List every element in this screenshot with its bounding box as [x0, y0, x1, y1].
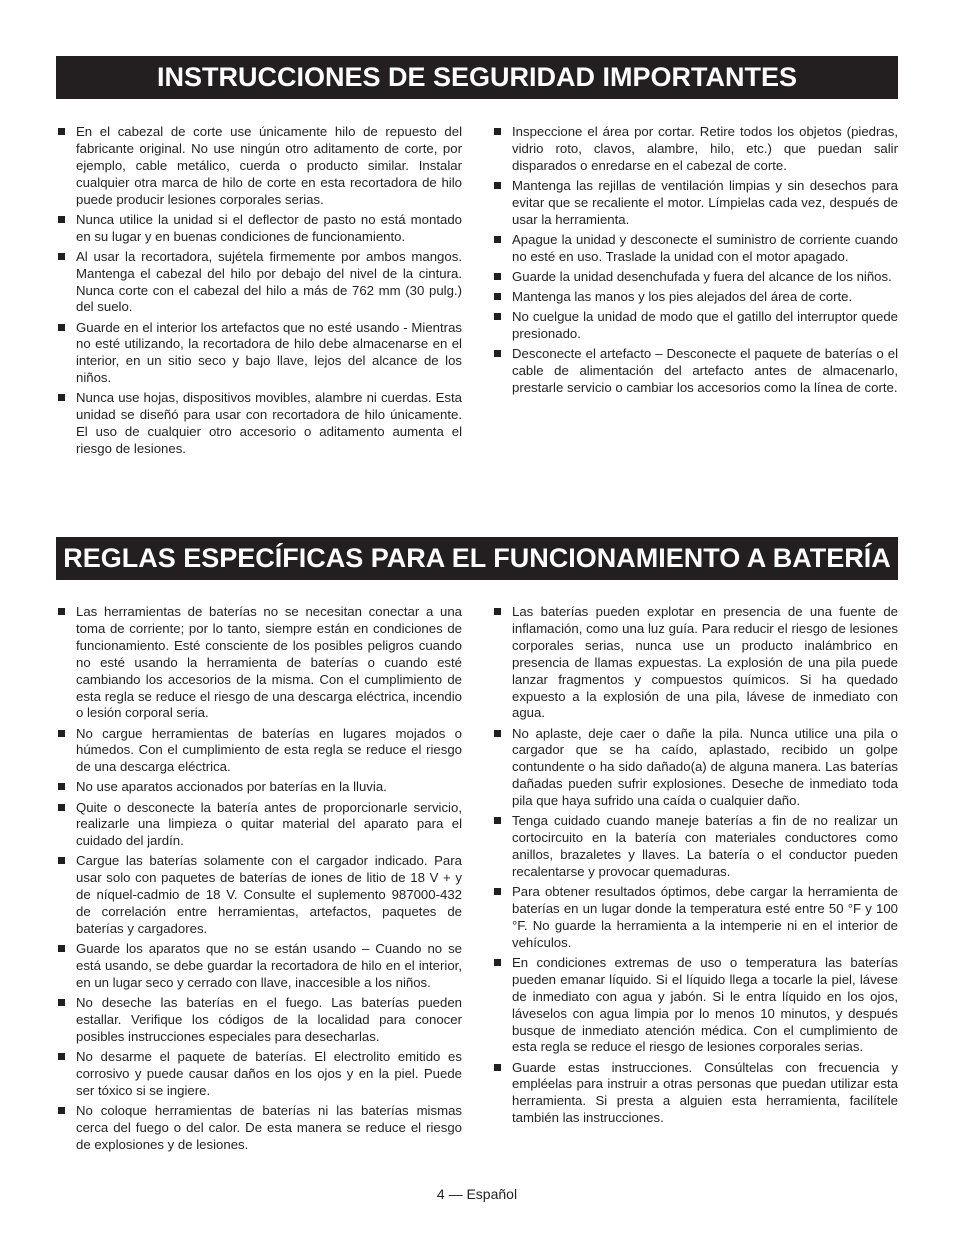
square-bullet-icon — [494, 182, 501, 189]
list-item-text: Tenga cuidado cuando maneje baterías a fin de no realizar un cortocircuito en la batería con materiales conductores como anillos, brazaletes y llaves. La batería o el conductor pueden recalentarse y provocar quemaduras. — [512, 813, 898, 879]
list-item — [492, 604, 898, 722]
list-item — [492, 232, 898, 266]
list-item-text: No use aparatos accionados por baterías en la lluvia. — [76, 779, 387, 795]
square-bullet-icon — [494, 313, 501, 320]
section-header-battery: REGLAS ESPECÍFICAS PARA EL FUNCIONAMIENTO A BATERÍA — [56, 537, 898, 580]
battery-list-right — [492, 604, 898, 1130]
square-bullet-icon — [58, 253, 65, 260]
safety-list-right — [492, 124, 898, 400]
square-bullet-icon — [58, 730, 65, 737]
square-bullet-icon — [494, 350, 501, 357]
list-item — [56, 779, 462, 796]
list-item-text: Quite o desconecte la batería antes de proporcionarle servicio, realizarle una limpieza o quitar material del aparato para el cuidado del jardín. — [76, 799, 462, 849]
list-item — [56, 1049, 462, 1100]
list-item — [492, 269, 898, 286]
list-item-text: Nunca use hojas, dispositivos movibles, alambre ni cuerdas. Esta unidad se diseñó para usar con recortadora de hilo únicamente. El uso de cualquier otro accesorio o aditamento aumenta el riesgo de lesiones. — [76, 390, 462, 457]
list-item — [56, 604, 462, 722]
list-item-text: Guarde los aparatos que no se están usando – Cuando no se está usando, se debe guardar la recortadora de hilo en el interior, en un lugar seco y cerrado con llave, inaccesible a los niños. — [76, 941, 462, 990]
square-bullet-icon — [58, 945, 65, 952]
list-item-text: No cuelgue la unidad de modo que el gatillo del interruptor quede presionado. — [512, 309, 898, 341]
list-item — [56, 853, 462, 938]
list-item-text: Las baterías pueden explotar en presencia de una fuente de inflamación, como una luz guía. Para reducir el riesgo de lesiones corporales serias, nunca use un producto inalámbrico en presencia de llamas expuestas. La explosión de una pila puede lanzar fragmentos y compuestos químicos. Si ha quedado expuesto a la explosión de una pila, lávese de inmediato con agua. — [512, 604, 898, 721]
square-bullet-icon — [58, 128, 65, 135]
list-item-text: No aplaste, deje caer o dañe la pila. Nunca utilice una pila o cargador que se ha caído, aplastado, recibido un golpe contundente o ha sido dañado(a) de alguna manera. Las baterías dañadas pueden sufrir explosiones. Deseche de inmediato toda pila que haya sufrido una caída o cualquier daño. — [512, 725, 898, 809]
list-item — [492, 309, 898, 343]
square-bullet-icon — [58, 804, 65, 811]
square-bullet-icon — [58, 608, 65, 615]
list-item — [492, 124, 898, 175]
list-item — [56, 390, 462, 458]
list-item-text: Guarde la unidad desenchufada y fuera del alcance de los niños. — [512, 268, 892, 284]
square-bullet-icon — [494, 236, 501, 243]
list-item-text: Desconecte el artefacto – Desconecte el paquete de baterías o el cable de alimentación del artefacto antes de almacenarlo, prestarle servicio o cambiar los accesorios como la línea de corte. — [512, 346, 898, 395]
square-bullet-icon — [494, 273, 501, 280]
battery-list-left — [56, 604, 462, 1157]
square-bullet-icon — [58, 1053, 65, 1060]
list-item — [56, 124, 462, 209]
list-item — [492, 346, 898, 397]
list-item — [492, 726, 898, 811]
square-bullet-icon — [494, 730, 501, 737]
list-item-text: No desarme el paquete de baterías. El electrolito emitido es corrosivo y puede causar daños en los ojos y en la piel. Puede ser tóxico si se ingiere. — [76, 1048, 462, 1098]
square-bullet-icon — [58, 999, 65, 1006]
square-bullet-icon — [58, 783, 65, 790]
list-item — [492, 289, 898, 306]
list-item-text: Mantenga las manos y los pies alejados del área de corte. — [512, 288, 853, 304]
square-bullet-icon — [494, 608, 501, 615]
page-footer: 4 — Español — [436, 1186, 518, 1202]
list-item — [56, 995, 462, 1046]
list-item — [56, 320, 462, 388]
square-bullet-icon — [58, 394, 65, 401]
square-bullet-icon — [494, 817, 501, 824]
list-item-text: Nunca utilice la unidad si el deflector de pasto no está montado en su lugar y en buenas condiciones de funcionamiento. — [76, 211, 462, 244]
list-item-text: En condiciones extremas de uso o temperatura las baterías pueden emanar líquido. Si el líquido llega a tocarle la piel, lávese de inmediato con agua y jabón. Si le entra líquido en los ojos, láveselos con agua limpia por lo menos 10 minutos, y después busque de inmediato atención médica. Con el cumplimiento de esta regla se reduce el riesgo de lesiones corporales serias. — [512, 954, 898, 1055]
list-item-text: No deseche las baterías en el fuego. Las baterías pueden estallar. Verifique los códigos de la localidad para conocer posibles instrucciones especiales para desecharlas. — [76, 995, 462, 1044]
square-bullet-icon — [494, 1064, 501, 1071]
square-bullet-icon — [58, 216, 65, 223]
list-item-text: Al usar la recortadora, sujétela firmemente por ambos mangos. Mantenga el cabezal del hilo por debajo del nivel de la cintura. Nunca corte con el cabezal del hilo a más de 762 mm (30 pulg.) del suelo. — [76, 248, 462, 315]
list-item-text: En el cabezal de corte use únicamente hilo de repuesto del fabricante original. No use ningún otro aditamento de corte, por ejemplo, cable metálico, cuerda o producto similar. Instalar cualquier otra marca de hilo de corte en esta recortadora de hilo puede producir lesiones corporales serias. — [76, 124, 462, 207]
square-bullet-icon — [58, 857, 65, 864]
list-item-text: No cargue herramientas de baterías en lugares mojados o húmedos. Con el cumplimiento de esta regla se reduce el riesgo de una descarga eléctrica. — [76, 725, 462, 775]
list-item — [56, 1103, 462, 1154]
list-item-text: Cargue las baterías solamente con el cargador indicado. Para usar solo con paquetes de baterías de iones de litio de 18 V + y de níquel-cadmio de 18 V. Consulte el suplemento 987000-432 de correlación entre herramientas, artefactos, paquetes de baterías y cargadores. — [76, 853, 462, 937]
section-header-safety: INSTRUCCIONES DE SEGURIDAD IMPORTANTES — [56, 56, 898, 99]
list-item — [56, 212, 462, 246]
list-item — [492, 955, 898, 1056]
list-item — [56, 800, 462, 851]
list-item — [492, 813, 898, 881]
list-item-text: Guarde estas instrucciones. Consúltelas con frecuencia y empléelas para instruir a otras personas que puedan utilizar esta herramienta. Si presta a alguien esta herramienta, facilítele también las instrucciones. — [512, 1059, 898, 1126]
list-item — [492, 1060, 898, 1128]
list-item-text: Para obtener resultados óptimos, debe cargar la herramienta de baterías en un lugar donde la temperatura esté entre 50 °F y 100 °F. No guarde la herramienta a la intemperie ni en el interior de vehículos. — [512, 884, 898, 950]
list-item — [56, 249, 462, 317]
list-item — [492, 178, 898, 229]
list-item-text: Inspeccione el área por cortar. Retire todos los objetos (piedras, vidrio roto, clavos, alambre, hilo, etc.) que puedan salir disparados o enredarse en el cabezal de corte. — [512, 124, 898, 173]
safety-list-left — [56, 124, 462, 461]
list-item-text: Mantenga las rejillas de ventilación limpias y sin desechos para evitar que se recaliente el motor. Límpielas cada vez, después de usar la herramienta. — [512, 177, 898, 227]
square-bullet-icon — [494, 888, 501, 895]
list-item-text: Las herramientas de baterías no se necesitan conectar a una toma de corriente; por lo tanto, siempre están en condiciones de funcionamiento. Esté consciente de los posibles peligros cuando no esté usando la herramienta de baterías o cuando esté cambiando los accesorios de la misma. Con el cumplimiento de esta regla se reduce el riesgo de una descarga eléctrica, incendio o lesión corporal seria. — [76, 604, 462, 721]
square-bullet-icon — [494, 128, 501, 135]
list-item — [56, 941, 462, 992]
square-bullet-icon — [58, 1107, 65, 1114]
square-bullet-icon — [494, 959, 501, 966]
list-item-text: Apague la unidad y desconecte el suministro de corriente cuando no esté en uso. Traslade la unidad con el motor apagado. — [512, 231, 898, 264]
list-item — [56, 726, 462, 777]
list-item — [492, 884, 898, 952]
list-item-text: No coloque herramientas de baterías ni las baterías mismas cerca del fuego o del calor. De esta manera se reduce el riesgo de explosiones y de lesiones. — [76, 1102, 462, 1152]
list-item-text: Guarde en el interior los artefactos que no esté usando - Mientras no esté utilizando, la recortadora de hilo debe almacenarse en el interior, en un sitio seco y bajo llave, lejos del alcance de los niños. — [76, 319, 462, 386]
square-bullet-icon — [494, 293, 501, 300]
square-bullet-icon — [58, 324, 65, 331]
